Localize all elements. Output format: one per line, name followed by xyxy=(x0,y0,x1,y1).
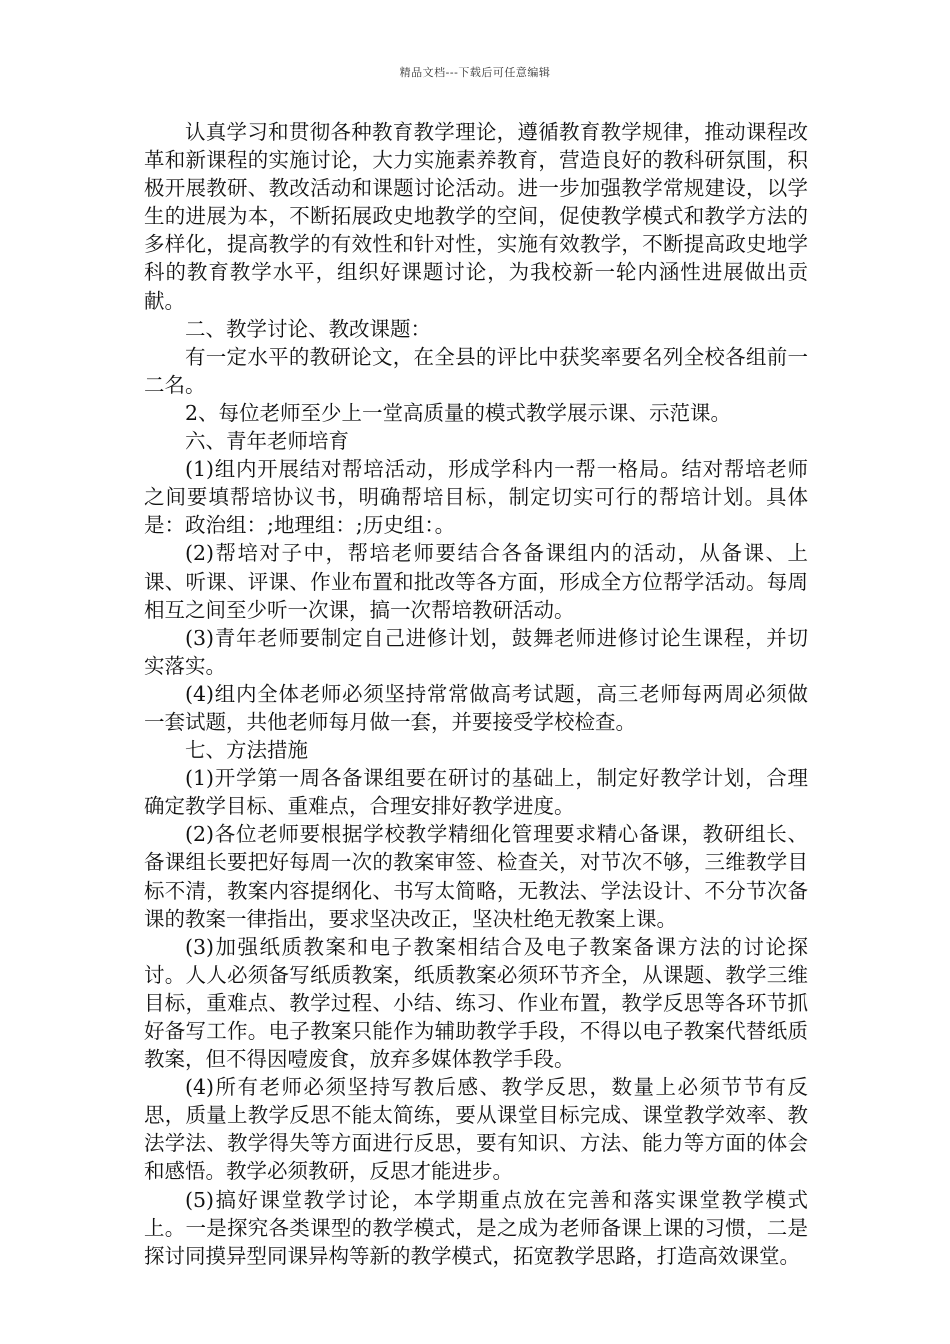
document-body xyxy=(144,118,808,1270)
list-item-measures-4: (4)所有老师必须坚持写教后感、教学反思，数量上必须节节有反思，质量上教学反思不能太简练，要从课堂目标完成、课堂教学效率、教法学法、教学得失等方面进行反思，要有知识、方法、能力等方面的体会和感悟。教学必须教研，反思才能进步。 xyxy=(144,1075,808,1184)
list-item-measures-2: (2)各位老师要根据学校教学精细化管理要求精心备课，教研组长、备课组长要把好每周一次的教案审签、检查关，对节次不够，三维教学目标不清，教案内容提纲化、书写太简略，无教法、学法设计、不分节次备课的教案一律指出，要求坚决改正，坚决杜绝无教案上课。 xyxy=(144,822,808,931)
list-item-measures-5: (5)搞好课堂教学讨论，本学期重点放在完善和落实课堂教学模式上。一是探究各类课型的教学模式，是之成为老师备课上课的习惯，二是探讨同摸异型同课异构等新的教学模式，拓宽教学思路，打造高效课堂。 xyxy=(144,1187,808,1268)
list-item-young-4: (4)组内全体老师必须坚持常常做高考试题，高三老师每两周必须做一套试题，共他老师每月做一套，并要接受学校检查。 xyxy=(144,681,808,734)
list-item-measures-1: (1)开学第一周各备课组要在研讨的基础上，制定好教学计划，合理确定教学目标、重难点，合理安排好教学进度。 xyxy=(144,766,808,819)
section-heading-young-teachers: 六、青年老师培育 xyxy=(185,429,349,454)
section-heading-measures: 七、方法措施 xyxy=(185,738,308,763)
paragraph-papers: 有一定水平的教研论文，在全县的评比中获奖率要名列全校各组前一二名。 xyxy=(144,344,808,397)
section-heading-research: 二、教学讨论、教改课题： xyxy=(185,316,431,341)
list-item-young-2: (2)帮培对子中，帮培老师要结合各备课组内的活动，从备课、上课、听课、评课、作业布置和批改等各方面，形成全方位帮学活动。每周相互之间至少听一次课，搞一次帮培教研活动。 xyxy=(144,541,808,622)
list-item-young-1: (1)组内开展结对帮培活动，形成学科内一帮一格局。结对帮培老师之间要填帮培协议书，明确帮培目标，制定切实可行的帮培计划。具体是：政治组：;地理组：;历史组：。 xyxy=(144,457,808,538)
page-header: 精品文档---下载后可任意编辑 xyxy=(399,66,551,79)
paragraph-demo-class: 2、每位老师至少上一堂高质量的模式教学展示课、示范课。 xyxy=(185,400,732,425)
list-item-measures-3: (3)加强纸质教案和电子教案相结合及电子教案备课方法的讨论探讨。人人必须备写纸质教案，纸质教案必须环节齐全，从课题、教学三维目标，重难点、教学过程、小结、练习、作业布置，教学反思等各环节抓好备写工作。电子教案只能作为辅助教学手段，不得以电子教案代替纸质教案，但不得因噎废食，放弃多媒体教学手段。 xyxy=(144,934,808,1072)
list-item-young-3: (3)青年老师要制定自己进修计划，鼓舞老师进修讨论生课程，并切实落实。 xyxy=(144,625,808,678)
paragraph-intro: 认真学习和贯彻各种教育教学理论，遵循教育教学规律，推动课程改革和新课程的实施讨论，大力实施素养教育，营造良好的教科研氛围，积极开展教研、教改活动和课题讨论活动。进一步加强教学常规建设，以学生的进展为本，不断拓展政史地教学的空间，促使教学模式和教学方法的多样化，提高教学的有效性和针对性，实施有效教学，不断提高政史地学科的教育教学水平，组织好课题讨论，为我校新一轮内涵性进展做出贡献。 xyxy=(144,120,808,313)
